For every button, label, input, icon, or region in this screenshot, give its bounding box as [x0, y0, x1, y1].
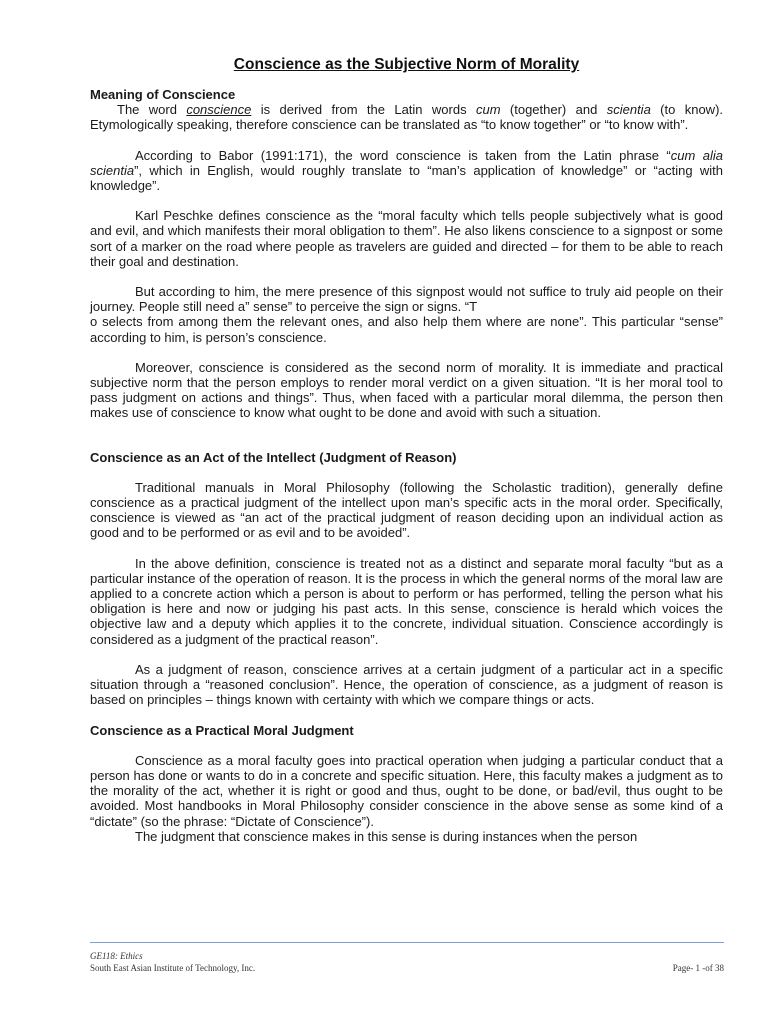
latin-term: scientia: [606, 102, 651, 118]
paragraph: Moreover, conscience is considered as the second norm of morality. It is immediate and practical subjective norm that the person employs to render moral verdict on a given situation. “It is her moral tool to pass judgment on actions and things”. Thus, when faced with a particular moral dilemma, the person then makes use of conscience to know what ought to be done and avoid with such a situation.: [90, 359, 723, 421]
footer-divider: [90, 942, 724, 943]
text-run: is derived from the Latin words: [251, 102, 476, 118]
term-conscience: conscience: [186, 102, 252, 118]
text-run: (to know). Etymologically speaking, therefore conscience can be translated as “to know together” or “to know with”.: [90, 102, 724, 133]
paragraph: The judgment that conscience makes in this sense is during instances when the person: [135, 828, 638, 844]
section-heading-meaning: Meaning of Conscience: [90, 87, 236, 102]
text-run: (together) and: [500, 102, 607, 118]
text-run: The word: [117, 102, 187, 118]
latin-phrase: cum alia scientia: [90, 147, 723, 178]
text-run: According to Babor (1991:171), the word conscience is taken from the Latin phrase “: [135, 147, 671, 163]
paragraph: Conscience as a moral faculty goes into practical operation when judging a particular conduct that a person has done or wants to do in a concrete and specific situation. Here, this faculty makes a judgment as to the morality of the act, whether it is right or good and thus, ought to be done, or bad/evil, thus ought to be avoided. Most handbooks in Moral Philosophy consider conscience in the above sense as some kind of a “dictate” (so the phrase: “Dictate of Conscience”).: [90, 752, 723, 829]
paragraph: Traditional manuals in Moral Philosophy (following the Scholastic tradition), generally define conscience as a practical judgment of the intellect upon man’s specific acts in the moral order. Specifically, conscience is viewed as “an act of the practical judgment of reason deciding upon an individual action as good and to be performed or as evil and to be avoided”.: [90, 479, 723, 541]
text-run: ”, which in English, would roughly translate to “man’s application of knowledge” or “acting with knowledge”.: [90, 162, 723, 194]
paragraph: In the above definition, conscience is treated not as a distinct and separate moral faculty “but as a particular instance of the operation of reason. It is the process in which the general norms of the moral law are applied to a concrete action which a person is about to perform or has performed, telling the person what his obligation is here and now or judging his past acts. In this sense, conscience is herald which voices the objective law and a deputy which applies it to the concrete, individual situation. Conscience accordingly is considered as a judgment of the practical reason”.: [90, 555, 723, 647]
latin-term: cum: [475, 102, 501, 118]
page-title: Conscience as the Subjective Norm of Morality: [233, 56, 580, 73]
paragraph: Karl Peschke defines conscience as the “moral faculty which tells people subjectively what is good and evil, and which manifests their moral obligation to them”. He also likens conscience to a signpost or some sort of a marker on the road where people as travelers are guided and directed – for them to be able to reach their goal and destination.: [90, 208, 723, 269]
paragraph: [90, 102, 723, 132]
section-heading-intellect: Conscience as an Act of the Intellect (Judgment of Reason): [90, 449, 457, 465]
footer-page-number: Page- 1 -of 38: [672, 963, 724, 973]
paragraph: o selects from among them the relevant ones, and also help them where are none”. This particular “sense” according to him, is person’s conscience.: [90, 314, 723, 345]
page-footer: [90, 951, 724, 975]
section-heading-practical: Conscience as a Practical Moral Judgment: [90, 722, 354, 738]
footer-institution: South East Asian Institute of Technology, Inc.: [90, 963, 256, 973]
paragraph: [90, 148, 723, 194]
document-page: [90, 0, 723, 1024]
paragraph: But according to him, the mere presence of this signpost would not suffice to truly aid people on their journey. People still need a” sense” to perceive the sign or signs. “T: [90, 284, 723, 315]
footer-course: GE118: Ethics: [90, 951, 143, 961]
document-body: [90, 87, 723, 844]
paragraph: As a judgment of reason, conscience arrives at a certain judgment of a particular act in a specific situation through a “reasoned conclusion”. Hence, the operation of conscience, as a judgment of reason is based on principles – things known with certainty with which we compare things or acts.: [90, 661, 723, 708]
